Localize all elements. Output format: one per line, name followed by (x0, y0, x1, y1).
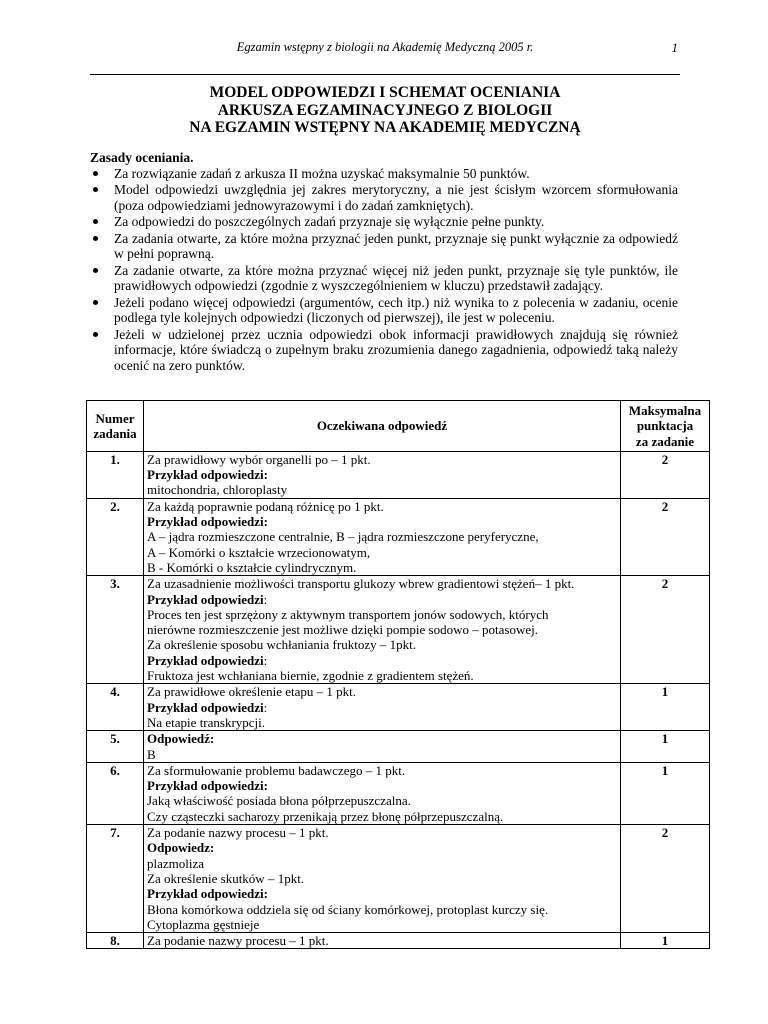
task-number: 3. (87, 576, 144, 684)
answer-line: Za sformułowanie problemu badawczego – 1 pkt. (147, 762, 406, 778)
column-header-number (87, 401, 144, 452)
max-points: 1 (621, 933, 710, 949)
answer-line-suffix: : (263, 652, 268, 668)
answer-line-label: Przykład odpowiedzi: (147, 467, 268, 483)
answer-line-label: Przykład odpowiedzi: (147, 886, 268, 902)
answer-line: Za uzasadnienie możliwości transportu glukozy wbrew gradientowi stężeń– 1 pkt. (147, 576, 575, 592)
expected-answer (144, 576, 621, 684)
header-title: Egzamin wstępny z biologii na Akademię Medyczną 2005 r. (236, 40, 534, 54)
document-title-line: NA EGZAMIN WSTĘPNY NA AKADEMIĘ MEDYCZNĄ (189, 119, 581, 136)
task-number: 2. (87, 498, 144, 575)
max-points: 1 (621, 762, 710, 824)
task-number: 8. (87, 933, 144, 949)
table-header-row (87, 401, 710, 452)
answer-line: Na etapie transkrypcji. (147, 714, 266, 730)
answer-line-suffix: : (263, 699, 268, 715)
answer-line: Za określenie skutków – 1pkt. (147, 870, 305, 886)
answer-line-label-text: Przykład odpowiedzi (147, 699, 264, 715)
task-number: 7. (87, 825, 144, 933)
rule-item: Za zadania otwarte, za które można przyznać jeden punkt, przyznaje się punkt wyłącznie za odpowiedź w pełni poprawną. (90, 231, 678, 262)
task-number: 6. (87, 762, 144, 824)
max-points: 1 (621, 684, 710, 731)
max-points: 2 (621, 576, 710, 684)
answer-line-label: Odpowiedz: (147, 840, 215, 856)
answer-line-label-text: Przykład odpowiedzi (147, 591, 264, 607)
table-row (87, 576, 710, 684)
task-number: 4. (87, 684, 144, 731)
table-row (87, 825, 710, 933)
answer-line: nierówne rozmieszczenie jest możliwe dzięki pompie sodowo – potasowej. (147, 622, 538, 638)
header-line: za zadanie (635, 433, 695, 449)
document-title (90, 84, 680, 137)
header-line: zadania (93, 425, 137, 441)
answer-line: Czy cząsteczki sacharozy przenikają przez błonę półprzepuszczalną. (147, 808, 504, 824)
answer-line: Za podanie nazwy procesu – 1 pkt. (147, 825, 329, 841)
table-row (87, 498, 710, 575)
max-points: 2 (621, 825, 710, 933)
rule-item: Jeżeli w udzielonej przez ucznia odpowiedzi obok informacji prawidłowych znajdują się również informacje, które świadczą o zupełnym braku zrozumienia danego zagadnienia, odpowiedź taką należy ocenić na zero punktów. (90, 327, 678, 374)
expected-answer (144, 684, 621, 731)
table-body (87, 451, 710, 949)
answer-line: Błona komórkowa oddziela się od ściany komórkowej, protoplast kurczy się. (147, 901, 549, 917)
max-points: 2 (621, 451, 710, 498)
table-row (87, 933, 710, 949)
answer-line: Proces ten jest sprzężony z aktywnym transportem jonów sodowych, których (147, 606, 549, 622)
expected-answer (144, 933, 621, 949)
table-row (87, 684, 710, 731)
answer-line: Za podanie nazwy procesu – 1 pkt. (147, 933, 329, 949)
max-points: 1 (621, 731, 710, 763)
expected-answer (144, 825, 621, 933)
answer-line-label (147, 700, 617, 715)
column-header-points (621, 401, 710, 452)
table-row (87, 762, 710, 824)
answer-line: A – jądra rozmieszczone centralnie, B – jądra rozmieszczone peryferyczne, (147, 529, 539, 545)
expected-answer (144, 762, 621, 824)
task-number: 5. (87, 731, 144, 763)
rule-item: Model odpowiedzi uwzględnia jej zakres merytoryczny, a nie jest ścisłym wzorcem sformułowania (poza odpowiedziami jednowyrazowymi i do zadań zamkniętych). (90, 182, 678, 213)
answer-line: Jaką właściwość posiada błona półprzepuszczalna. (147, 793, 411, 809)
rules-list (90, 166, 678, 374)
answer-line-suffix: : (263, 591, 268, 607)
expected-answer (144, 451, 621, 498)
answer-line: mitochondria, chloroplasty (147, 482, 288, 498)
answer-line: B (147, 746, 156, 762)
rule-item: Za zadanie otwarte, za które można przyznać więcej niż jeden punkt, przyznaje się tyle punktów, ile prawidłowych odpowiedzi (zgodnie z wyszczególnieniem w kluczu) przedstawił zadający. (90, 263, 678, 294)
expected-answer (144, 731, 621, 763)
answer-line-label (147, 592, 617, 607)
document-title-line: ARKUSZA EGZAMINACYJNEGO Z BIOLOGII (217, 101, 553, 119)
answer-line-label: Odpowiedź: (147, 731, 215, 747)
table-row (87, 731, 710, 763)
answer-line-label: Przykład odpowiedzi: (147, 514, 268, 530)
page-header (90, 40, 680, 75)
answer-line-label (147, 653, 617, 668)
answer-line-label-text: Przykład odpowiedzi (147, 652, 264, 668)
document-title-line: MODEL ODPOWIEDZI I SCHEMAT OCENIANIA (209, 84, 561, 101)
task-number: 1. (87, 451, 144, 498)
max-points: 2 (621, 498, 710, 575)
header-line: punktacja (636, 418, 694, 434)
rules-heading: Zasady oceniania. (90, 150, 194, 165)
header-line: Numer (95, 410, 135, 426)
answer-line: plazmoliza (147, 855, 205, 871)
header-line: Maksymalna (628, 403, 702, 418)
answer-line: A – Komórki o kształcie wrzecionowatym, (147, 544, 371, 560)
rule-item: Jeżeli podano więcej odpowiedzi (argumentów, cech itp.) niż wynika to z polecenia w zadaniu, ocenie podlega tyle kolejnych odpowiedzi (liczonych od pierwszej), ile jest w poleceniu. (90, 295, 678, 326)
answer-line: Za prawidłowy wybór organelli po – 1 pkt. (147, 451, 371, 467)
answer-line: Za prawidłowe określenie etapu – 1 pkt. (147, 684, 357, 700)
answer-line: Cytoplazma gęstnieje (147, 916, 260, 932)
answer-line: B - Komórki o kształcie cylindrycznym. (147, 559, 357, 575)
rule-item: Za odpowiedzi do poszczególnych zadań przyznaje się wyłącznie pełne punkty. (90, 214, 678, 230)
answer-key-table (86, 400, 710, 949)
rule-item: Za rozwiązanie zadań z arkusza II można uzyskać maksymalnie 50 punktów. (90, 166, 678, 182)
answer-line: Za określenie sposobu wchłaniania fruktozy – 1pkt. (147, 637, 416, 653)
answer-line: Fruktoza jest wchłaniana biernie, zgodnie z gradientem stężeń. (147, 668, 474, 684)
grading-rules (90, 150, 678, 374)
answer-line-label: Przykład odpowiedzi: (147, 778, 268, 794)
column-header-answer: Oczekiwana odpowiedź (144, 401, 621, 452)
answer-line: Za każdą poprawnie podaną różnicę po 1 pkt. (147, 498, 384, 514)
page-number: 1 (671, 40, 678, 55)
table-row (87, 451, 710, 498)
expected-answer (144, 498, 621, 575)
